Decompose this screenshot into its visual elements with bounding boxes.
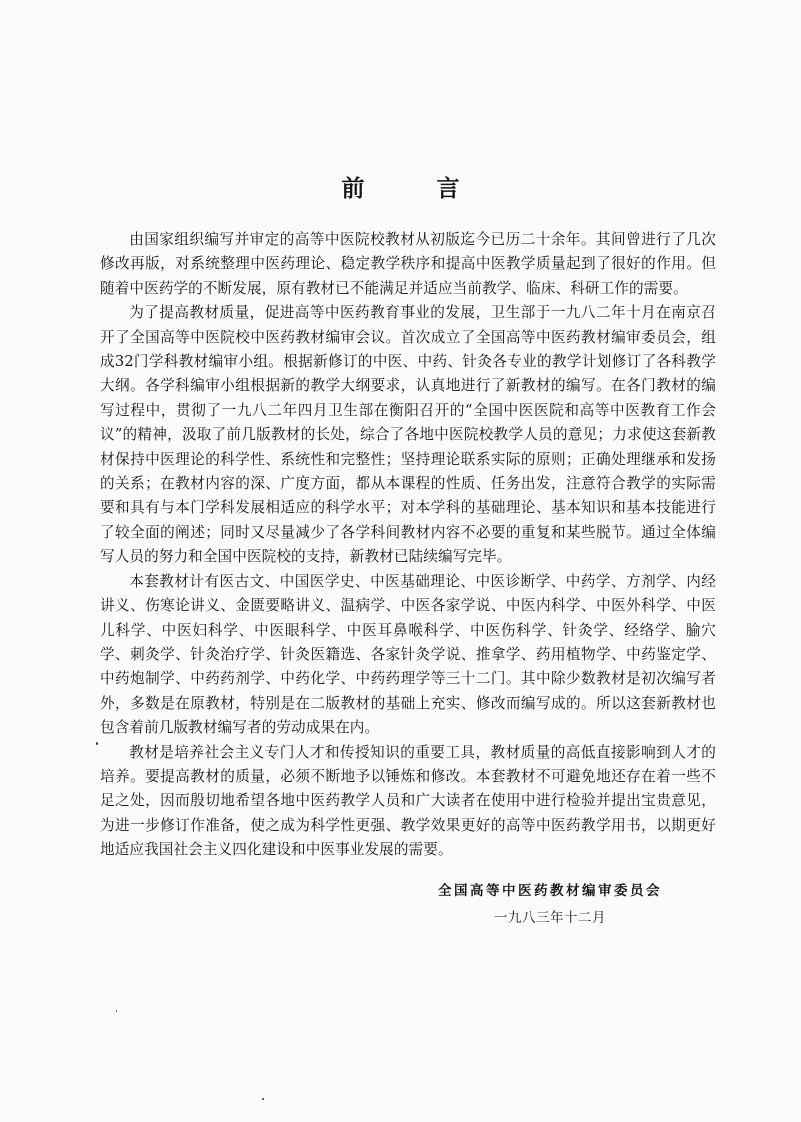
preface-body <box>100 228 716 863</box>
print-speck <box>116 1010 117 1012</box>
paragraph-3: 本套教材计有医古文、中国医学史、中医基础理论、中医诊断学、中药学、方剂学、内经讲义、伤寒论讲义、金匮要略讲义、温病学、中医各家学说、中医内科学、中医外科学、中医儿科学、中医妇科学、中医眼科学、中医耳鼻喉科学、中医伤科学、针灸学、经络学、腧穴学、刺灸学、针灸治疗学、针灸医籍选、各家针灸学说、推拿学、药用植物学、中药鉴定学、中药炮制学、中药药剂学、中药化学、中药药理学等三十二门。其中除少数教材是初次编写者外，多数是在原教材，特别是在二版教材的基础上充实、修改而编写成的。所以这套新教材也包含着前几版教材编写者的劳动成果在内。 <box>100 572 716 737</box>
paragraph-1: 由国家组织编写并审定的高等中医院校教材从初版迄今已历二十余年。其间曾进行了几次修改再版，对系统整理中医药理论、稳定教学秩序和提高中医教学质量起到了很好的作用。但随着中医药学的不断发展，原有教材已不能满足并适应当前教学、临床、科研工作的需要。 <box>100 231 716 297</box>
signature-organization: 全国高等中医药教材编审委员会 <box>438 883 662 899</box>
signature-date: 一九八三年十二月 <box>494 910 606 926</box>
print-speck <box>262 1098 264 1100</box>
paragraph-2: 为了提高教材质量，促进高等中医药教育事业的发展，卫生部于一九八二年十月在南京召开了全国高等中医院校中医药教材编审会议。首次成立了全国高等中医药教材编审委员会，组成32门学科教材编审小组。根据新修订的中医、中药、针灸各专业的教学计划修订了各科教学大纲。各学科编审小组根据新的教学大纲要求，认真地进行了新教材的编写。在各门教材的编写过程中，贯彻了一九八二年四月卫生部在衡阳召开的“全国中医医院和高等中医教育工作会议”的精神，汲取了前几版教材的长处，综合了各地中医院校教学人员的意见；力求使这套新教材保持中医理论的科学性、系统性和完整性；坚持理论联系实际的原则；正确处理继承和发扬的关系；在教材内容的深、广度方面，都从本课程的性质、任务出发，注意符合教学的实际需要和具有与本门学科发展相适应的科学水平；对本学科的基础理论、基本知识和基本技能进行了较全面的阐述；同时又尽量减少了各学科间教材内容不必要的重复和某些脱节。通过全体编写人员的努力和全国中医院校的支持，新教材已陆续编写完毕。 <box>100 304 716 566</box>
signature-block <box>400 878 700 932</box>
paragraph-4: 教材是培养社会主义专门人才和传授知识的重要工具，教材质量的高低直接影响到人才的培养。要提高教材的质量，必须不断地予以锤炼和修改。本套教材不可避免地还存在着一些不足之处，因而殷切地希望各地中医药教学人员和广大读者在使用中进行检验并提出宝贵意见，为进一步修订作准备，使之成为科学性更强、教学效果更好的高等中医药教学用书，以期更好地适应我国社会主义四化建设和中医事业发展的需要。 <box>100 743 716 859</box>
page-title: 前 言 <box>341 175 492 202</box>
print-speck <box>96 742 98 745</box>
